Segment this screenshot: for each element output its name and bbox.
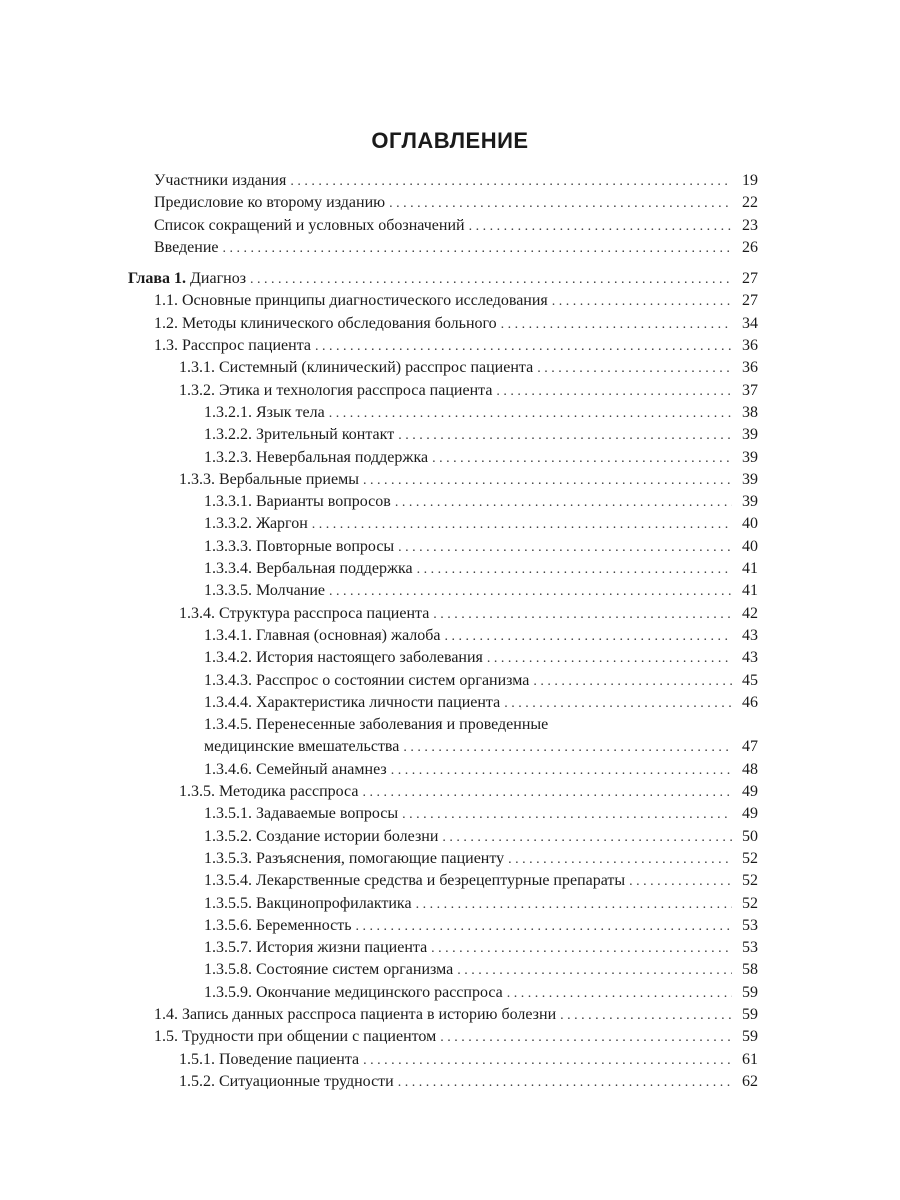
dot-leader (457, 960, 732, 982)
page-number: 50 (742, 827, 758, 845)
toc-entry-title: 1.3.3. Вербальные приемы (179, 470, 359, 488)
page-number: 40 (742, 537, 758, 555)
toc-entry[interactable] (128, 826, 758, 848)
toc-entry-title: 1.3.2.3. Невербальная поддержка (204, 448, 429, 466)
page-number: 53 (742, 916, 758, 934)
dot-leader (312, 514, 732, 536)
dot-leader (469, 216, 732, 238)
dot-leader (250, 269, 732, 291)
dot-leader (501, 314, 732, 336)
page-number: 59 (742, 1028, 758, 1046)
toc-entry[interactable] (128, 870, 758, 892)
page-number: 39 (742, 426, 758, 444)
toc-entry-title: 1.3.5. Методика расспроса (179, 783, 359, 801)
toc-entry[interactable] (128, 803, 758, 825)
toc-entry-title: 1.3.5.4. Лекарственные средства и безрецептурные препараты (204, 872, 626, 890)
toc-entry[interactable] (128, 424, 758, 446)
dot-leader (290, 171, 732, 193)
page-number: 36 (742, 359, 758, 377)
toc-entry-title: 1.3.4.4. Характеристика личности пациента (204, 693, 501, 711)
toc-entry-title: 1.3.5.5. Вакцинопрофилактика (204, 894, 412, 912)
toc-entry[interactable] (128, 1026, 758, 1048)
toc-entry[interactable] (128, 290, 758, 312)
dot-leader (329, 581, 732, 603)
toc-entry[interactable] (128, 1004, 758, 1026)
toc-entry[interactable] (128, 625, 758, 647)
page-number: 39 (742, 470, 758, 488)
page-number: 52 (742, 872, 758, 890)
dot-leader (431, 938, 732, 960)
toc-entry[interactable] (128, 647, 758, 669)
toc-entry[interactable] (128, 848, 758, 870)
dot-leader (363, 1050, 732, 1072)
page-number: 58 (742, 961, 758, 979)
page-number: 19 (742, 172, 758, 189)
toc-entry[interactable] (128, 447, 758, 469)
dot-leader (403, 737, 732, 759)
page-number: 27 (742, 270, 758, 288)
page-number: 39 (742, 448, 758, 466)
toc-entry-title: Предисловие ко второму изданию (154, 194, 386, 212)
toc-entry-title: 1.3.5.6. Беременность (204, 916, 352, 934)
page-number: 40 (742, 515, 758, 533)
toc-entry[interactable] (128, 357, 758, 379)
toc-entry-title: 1.5.2. Ситуационные трудности (179, 1072, 394, 1090)
toc-entry-title: 1.2. Методы клинического обследования больного (154, 314, 497, 332)
dot-leader (445, 626, 732, 648)
dot-leader (223, 238, 733, 260)
dot-leader (398, 537, 732, 559)
dot-leader (552, 291, 732, 313)
page-number: 23 (742, 216, 758, 234)
dot-leader (507, 983, 732, 1005)
toc-entry[interactable] (128, 215, 758, 237)
toc-entry[interactable] (128, 491, 758, 513)
dot-leader (315, 336, 732, 358)
dot-leader (395, 492, 732, 514)
dot-leader (504, 693, 732, 715)
dot-leader (398, 425, 732, 447)
page-number: 26 (742, 238, 758, 256)
dot-leader (363, 470, 732, 492)
toc-entry-title: 1.5. Трудности при общении с пациентом (154, 1028, 437, 1046)
toc-entry[interactable] (128, 536, 758, 558)
page-number: 48 (742, 760, 758, 778)
toc-entry-title: Участники издания (154, 172, 287, 189)
dot-leader (329, 403, 732, 425)
toc-entry[interactable] (128, 237, 758, 259)
toc-entry[interactable] (128, 402, 758, 424)
toc-entry[interactable] (128, 959, 758, 981)
dot-leader (432, 448, 732, 470)
dot-leader (508, 849, 732, 871)
toc-entry-title: 1.3.4.5. Перенесенные заболевания и проведенные (204, 716, 549, 734)
toc-entry[interactable] (128, 893, 758, 915)
dot-leader (362, 782, 732, 804)
toc-entry[interactable] (128, 915, 758, 937)
dot-leader (391, 760, 732, 782)
toc-entry-title: 1.3.4.6. Семейный анамнез (204, 760, 387, 778)
toc-entry[interactable] (128, 937, 758, 959)
page-number: 52 (742, 849, 758, 867)
toc-entry-title: 1.3.4. Структура расспроса пациента (179, 604, 430, 622)
chapter-label: Глава 1. (128, 270, 186, 288)
toc-entry[interactable] (128, 170, 758, 192)
toc-entry[interactable] (128, 558, 758, 580)
page-number: 43 (742, 626, 758, 644)
page-number: 43 (742, 649, 758, 667)
page-number: 37 (742, 381, 758, 399)
toc-entry-title: 1.4. Запись данных расспроса пациента в историю болезни (154, 1005, 557, 1023)
toc-entry[interactable] (128, 1071, 758, 1093)
toc-entry-title: 1.3.5.3. Разъяснения, помогающие пациенту (204, 849, 505, 867)
toc-entry[interactable] (128, 759, 758, 781)
page-number: 53 (742, 939, 758, 957)
table-of-contents (128, 170, 758, 1093)
dot-leader (402, 804, 732, 826)
dot-leader (433, 604, 732, 626)
toc-entry[interactable] (128, 268, 758, 290)
toc-entry[interactable] (128, 982, 758, 1004)
dot-leader (487, 648, 732, 670)
page-number: 38 (742, 403, 758, 421)
toc-entry[interactable] (128, 781, 758, 803)
page-number: 52 (742, 894, 758, 912)
dot-leader (533, 671, 732, 693)
toc-entry-title: 1.3.4.1. Главная (основная) жалоба (204, 626, 441, 644)
toc-entry[interactable] (128, 692, 758, 714)
dot-leader (356, 916, 732, 938)
page-number: 45 (742, 671, 758, 689)
toc-entry-title: 1.3.4.2. История настоящего заболевания (204, 649, 483, 667)
page-number: 62 (742, 1072, 758, 1090)
toc-entry-title: 1.3.3.4. Вербальная поддержка (204, 560, 413, 578)
page-number: 22 (742, 194, 758, 212)
dot-leader (398, 1072, 732, 1094)
page-number: 27 (742, 292, 758, 310)
toc-entry[interactable] (128, 580, 758, 602)
toc-entry-title: 1.3.5.2. Создание истории болезни (204, 827, 439, 845)
page-number: 47 (742, 738, 758, 756)
toc-entry-title: 1.3.2.1. Язык тела (204, 403, 325, 421)
toc-entry[interactable] (128, 192, 758, 214)
toc-entry-title: 1.3.5.8. Состояние систем организма (204, 961, 454, 979)
toc-entry-title: 1.3.3.2. Жаргон (204, 515, 308, 533)
toc-entry-title: 1.3.5.1. Задаваемые вопросы (204, 805, 399, 823)
page-number: 59 (742, 1005, 758, 1023)
page-number: 36 (742, 337, 758, 355)
toc-title: ОГЛАВЛЕНИЕ (371, 128, 529, 153)
dot-leader (442, 827, 732, 849)
page-number: 59 (742, 983, 758, 1001)
toc-entry[interactable] (128, 469, 758, 491)
dot-leader (537, 358, 732, 380)
toc-entry-title: 1.3.4.3. Расспрос о состоянии систем организма (204, 671, 530, 689)
toc-entry-title: 1.3.3.1. Варианты вопросов (204, 493, 391, 511)
page-number: 49 (742, 805, 758, 823)
toc-entry-title: 1.3.3.5. Молчание (204, 582, 325, 600)
toc-entry[interactable] (128, 670, 758, 692)
toc-entry[interactable] (128, 714, 758, 736)
toc-entry[interactable] (128, 736, 758, 758)
toc-entry-title: 1.3.3.3. Повторные вопросы (204, 537, 395, 555)
toc-entry-title: 1.3. Расспрос пациента (154, 337, 312, 355)
page-number: 42 (742, 604, 758, 622)
page-number: 46 (742, 693, 758, 711)
toc-entry-title: 1.3.1. Системный (клинический) расспрос пациента (179, 359, 534, 377)
page-number: 39 (742, 493, 758, 511)
toc-entry-title: медицинские вмешательства (204, 738, 400, 756)
page-number: 41 (742, 560, 758, 578)
page-number: 34 (742, 314, 758, 332)
toc-entry-title: 1.3.5.7. История жизни пациента (204, 939, 428, 957)
toc-entry-title: 1.3.5.9. Окончание медицинского расспроса (204, 983, 503, 1001)
dot-leader (496, 381, 732, 403)
toc-entry[interactable] (128, 513, 758, 535)
dot-leader (629, 871, 732, 893)
dot-leader (417, 559, 732, 581)
toc-entry[interactable] (128, 603, 758, 625)
toc-entry[interactable] (128, 313, 758, 335)
dot-leader (416, 894, 732, 916)
toc-entry[interactable] (128, 335, 758, 357)
toc-entry-title: 1.1. Основные принципы диагностического исследования (154, 292, 548, 310)
dot-leader (560, 1005, 732, 1027)
page-number: 41 (742, 582, 758, 600)
toc-entry-title: 1.3.2. Этика и технология расспроса пациента (179, 381, 493, 399)
toc-entry-title: 1.3.2.2. Зрительный контакт (204, 426, 395, 444)
toc-entry-title: Список сокращений и условных обозначений (154, 216, 465, 234)
page-number: 49 (742, 783, 758, 801)
dot-leader (389, 193, 732, 215)
toc-entry[interactable] (128, 380, 758, 402)
toc-entry-title: 1.5.1. Поведение пациента (179, 1050, 360, 1068)
toc-entry-title (128, 268, 250, 290)
dot-leader (440, 1027, 732, 1049)
toc-entry-title: Введение (154, 238, 219, 256)
toc-entry[interactable] (128, 1049, 758, 1071)
page-number: 61 (742, 1050, 758, 1068)
chapter-name: Диагноз (186, 270, 247, 288)
